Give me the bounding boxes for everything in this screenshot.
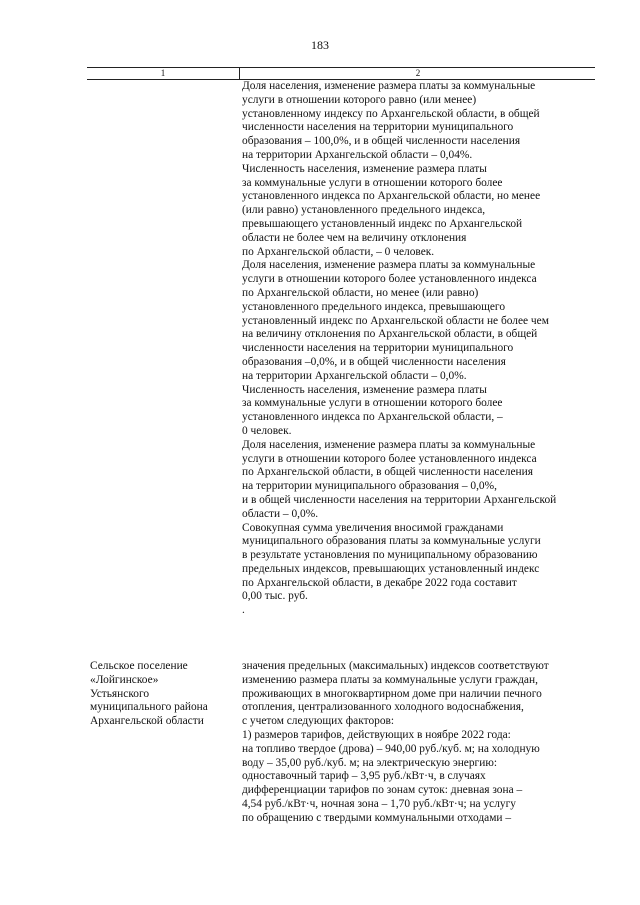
text-line: установленному индексу по Архангельской области, в общей: [242, 107, 540, 120]
table-header-row: [87, 67, 595, 80]
municipality-line: муниципального района: [90, 701, 208, 714]
municipality-name-cell: [90, 660, 240, 729]
text-line: в результате установления по муниципальному образованию: [242, 549, 538, 562]
text-line: (или равно) установленного предельного индекса,: [242, 204, 486, 217]
text-line: численности населения на территории муниципального: [242, 342, 514, 355]
text-line: значения предельных (максимальных) индексов соответствуют: [242, 660, 549, 672]
page-number: 183: [311, 38, 329, 52]
text-line: на территории Архангельской области – 0,04%.: [242, 148, 473, 161]
index-description-block: [242, 660, 602, 826]
text-line: 0,00 тыс. руб.: [242, 590, 308, 603]
text-line: муниципального образования платы за коммунальные услуги: [242, 535, 541, 548]
text-line: за коммунальные услуги в отношении которого более: [242, 397, 503, 410]
table-header-col1: 1: [160, 68, 166, 78]
text-line: за коммунальные услуги в отношении которого более: [242, 176, 503, 189]
text-line: области не более чем на величину отклонения: [242, 231, 467, 244]
municipality-line: Сельское поселение: [90, 660, 188, 672]
text-line: изменению размера платы за коммунальные услуги граждан,: [242, 673, 538, 686]
text-line: установленного индекса по Архангельской области, но менее: [242, 190, 541, 203]
text-line: установленный индекс по Архангельской области не более чем: [242, 314, 549, 327]
municipality-line: Архангельской области: [90, 715, 204, 728]
text-line: 1) размеров тарифов, действующих в ноябре 2022 года:: [242, 728, 511, 741]
text-line: по Архангельской области, в общей численности населения: [242, 466, 533, 479]
table-header-col2: 2: [239, 68, 596, 79]
text-line: Численность населения, изменение размера платы: [242, 383, 487, 396]
text-line: на топливо твердое (дрова) – 940,00 руб./куб. м; на холодную: [242, 742, 540, 755]
text-line: одноставочный тариф – 3,95 руб./кВт·ч, в случаях: [242, 770, 486, 783]
indicators-text-block: [242, 80, 602, 618]
text-line: 0 человек.: [242, 424, 292, 437]
text-line: проживающих в многоквартирном доме при наличии печного: [242, 687, 542, 700]
text-line: отопления, централизованного холодного водоснабжения,: [242, 701, 524, 714]
text-line: услуги в отношении которого более установленного индекса: [242, 452, 537, 465]
text-line: области – 0,0%.: [242, 507, 319, 520]
text-line: воду – 35,00 руб./куб. м; на электрическую энергию:: [242, 756, 497, 769]
text-line: Доля населения, изменение размера платы за коммунальные: [242, 259, 536, 272]
text-line: на величину отклонения по Архангельской области, в общей: [242, 328, 538, 341]
text-line: по обращению с твердыми коммунальными отходами –: [242, 811, 512, 824]
text-line: по Архангельской области, в декабре 2022 года составит: [242, 576, 517, 589]
text-line: услуги в отношении которого более установленного индекса: [242, 273, 537, 286]
text-line: Совокупная сумма увеличения вносимой гражданами: [242, 521, 504, 534]
text-line: установленного предельного индекса, превышающего: [242, 300, 506, 313]
text-line: услуги в отношении которого равно (или менее): [242, 93, 477, 106]
text-line: превышающего установленный индекс по Архангельской: [242, 217, 523, 230]
text-line: 4,54 руб./кВт·ч, ночная зона – 1,70 руб./кВт·ч; на услугу: [242, 797, 516, 810]
text-line: численности населения на территории муниципального: [242, 121, 514, 134]
text-line: Доля населения, изменение размера платы за коммунальные: [242, 80, 536, 92]
text-line: образования –0,0%, и в общей численности населения: [242, 355, 506, 368]
text-line: по Архангельской области, – 0 человек.: [242, 245, 435, 258]
text-line: с учетом следующих факторов:: [242, 715, 395, 728]
text-line: Численность населения, изменение размера платы: [242, 162, 487, 175]
text-line: Доля населения, изменение размера платы за коммунальные: [242, 438, 536, 451]
text-line: на территории муниципального образования – 0,0%,: [242, 480, 497, 493]
text-line: .: [242, 604, 245, 617]
text-line: образования – 100,0%, и в общей численности населения: [242, 135, 521, 148]
municipality-line: Устьянского: [90, 687, 150, 700]
text-line: предельных индексов, превышающих установленный индекс: [242, 562, 540, 575]
text-line: и в общей численности населения на территории Архангельской: [242, 493, 557, 506]
municipality-line: «Лойгинское»: [90, 673, 159, 686]
text-line: на территории Архангельской области – 0,0%.: [242, 369, 467, 382]
text-line: установленного индекса по Архангельской области, –: [242, 411, 503, 424]
text-line: дифференциации тарифов по зонам суток: дневная зона –: [242, 784, 523, 797]
text-line: по Архангельской области, но менее (или равно): [242, 286, 479, 299]
